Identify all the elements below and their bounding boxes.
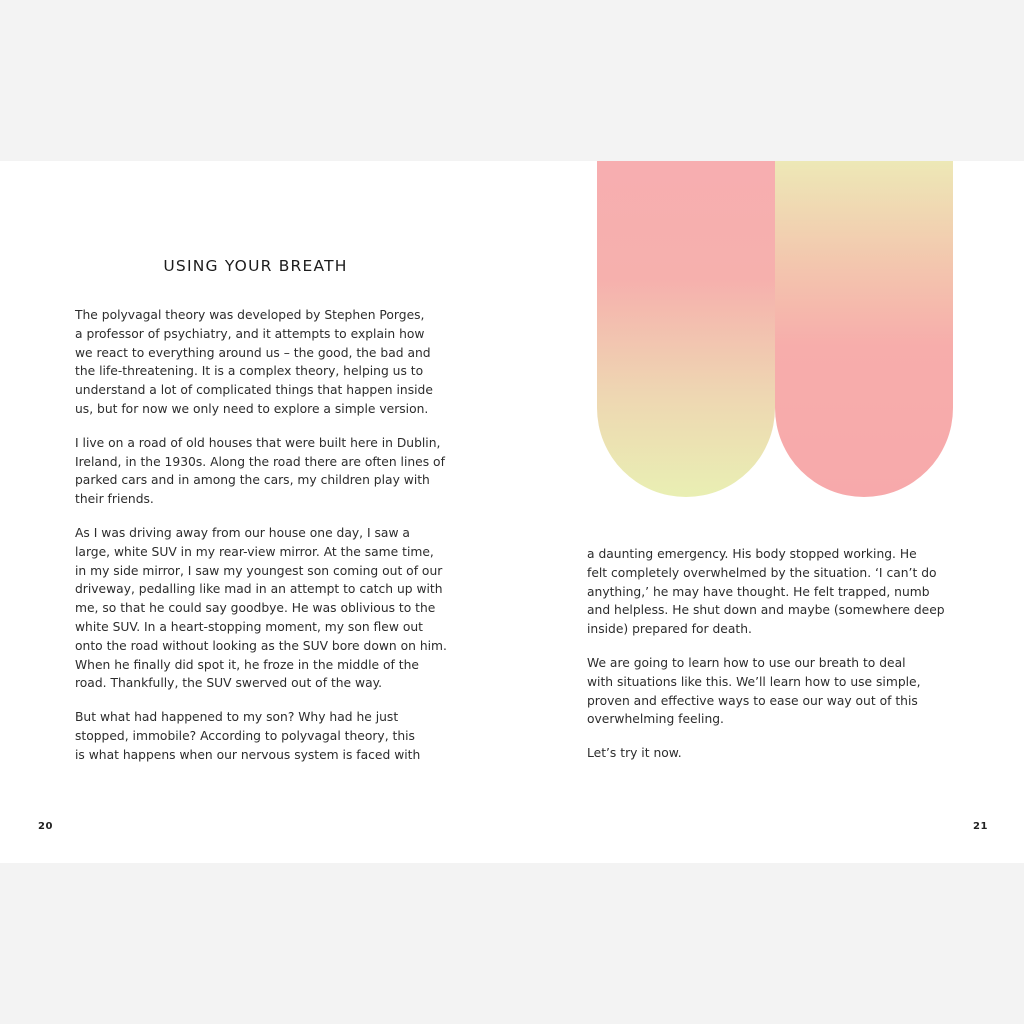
text-line: Let’s try it now. <box>587 746 682 761</box>
page-number-left: 20 <box>38 821 54 832</box>
left-arch-illustration <box>597 161 775 497</box>
text-line: large, white SUV in my rear-view mirror. At the same time, <box>75 544 434 559</box>
text-line: understand a lot of complicated things that happen inside <box>75 383 433 398</box>
text-line: As I was driving away from our house one day, I saw a <box>75 525 410 540</box>
paragraph <box>75 306 445 419</box>
paragraph <box>75 708 445 764</box>
text-line: proven and effective ways to ease our way out of this <box>587 693 918 708</box>
page-title: USING YOUR BREATH <box>163 257 348 275</box>
text-line: the life-threatening. It is a complex theory, helping us to <box>75 364 424 379</box>
text-line: Ireland, in the 1930s. Along the road there are often lines of <box>75 454 445 469</box>
text-line: a professor of psychiatry, and it attempts to explain how <box>75 326 425 341</box>
text-line: parked cars and in among the cars, my children play with <box>75 473 430 488</box>
book-spread <box>0 161 1024 863</box>
paragraph <box>587 545 957 639</box>
text-line: When he finally did spot it, he froze in the middle of the <box>75 657 419 672</box>
text-line: white SUV. In a heart-stopping moment, my son flew out <box>75 619 423 634</box>
text-line: their friends. <box>75 492 154 507</box>
text-line: But what had happened to my son? Why had he just <box>75 710 399 725</box>
text-line: inside) prepared for death. <box>587 622 752 637</box>
text-line: us, but for now we only need to explore a simple version. <box>75 401 429 416</box>
text-line: stopped, immobile? According to polyvagal theory, this <box>75 728 415 743</box>
text-line: anything,’ he may have thought. He felt trapped, numb <box>587 584 930 599</box>
text-line: and helpless. He shut down and maybe (somewhere deep <box>587 603 945 618</box>
text-line: onto the road without looking as the SUV bore down on him. <box>75 638 447 653</box>
paragraph <box>75 524 445 693</box>
right-page-body <box>587 545 957 778</box>
text-line: driveway, pedalling like mad in an attempt to catch up with <box>75 582 443 597</box>
paragraph <box>587 654 957 729</box>
text-line: felt completely overwhelmed by the situation. ‘I can’t do <box>587 565 937 580</box>
text-line: We are going to learn how to use our breath to deal <box>587 655 906 670</box>
text-line: we react to everything around us – the good, the bad and <box>75 345 431 360</box>
text-line: road. Thankfully, the SUV swerved out of the way. <box>75 676 383 691</box>
text-line: I live on a road of old houses that were built here in Dublin, <box>75 435 441 450</box>
paragraph <box>75 434 445 509</box>
paragraph <box>587 744 957 763</box>
left-arch-shape <box>597 161 775 497</box>
text-line: me, so that he could say goodbye. He was oblivious to the <box>75 601 436 616</box>
left-page-body <box>75 306 445 780</box>
text-line: overwhelming feeling. <box>587 712 724 727</box>
right-arch-illustration <box>775 161 953 497</box>
right-arch-shape <box>775 161 953 497</box>
page-number-right: 21 <box>973 821 989 832</box>
text-line: in my side mirror, I saw my youngest son coming out of our <box>75 563 443 578</box>
text-line: The polyvagal theory was developed by Stephen Porges, <box>75 308 425 322</box>
text-line: a daunting emergency. His body stopped working. He <box>587 547 917 561</box>
text-line: with situations like this. We’ll learn how to use simple, <box>587 674 921 689</box>
text-line: is what happens when our nervous system is faced with <box>75 747 421 762</box>
